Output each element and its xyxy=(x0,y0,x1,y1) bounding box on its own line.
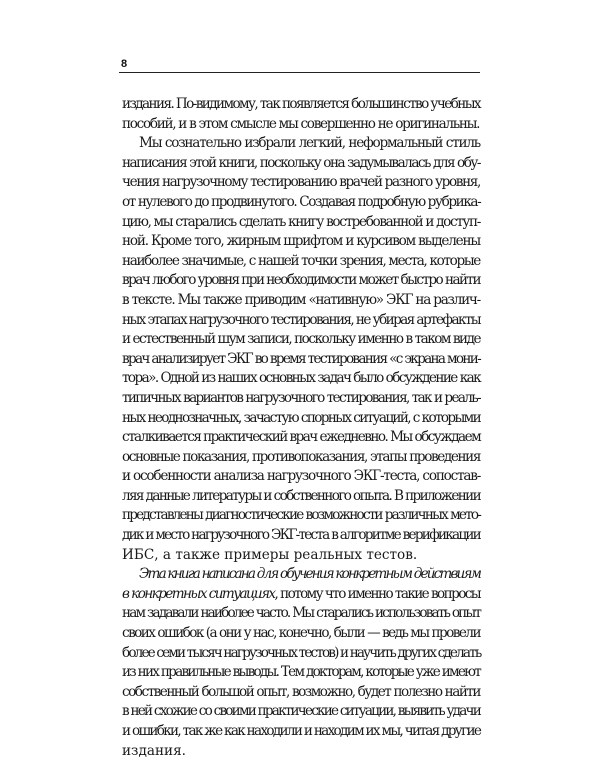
text-line: более семи тысяч нагрузочных тестов) и научить других сделать xyxy=(122,644,481,661)
text-line: и естественный шум записи, поскольку именно в таком виде xyxy=(122,331,480,348)
text-run: , потому что именно такие вопросы xyxy=(274,585,481,602)
text-line: представлены диагностические возможности различных мето- xyxy=(122,507,480,524)
text-line: своих ошибок (а они у нас, конечно, были — ведь мы провели xyxy=(122,625,480,642)
text-line: нам задавали наиболее часто. Мы старались использовать опыт xyxy=(122,605,480,622)
header-rule xyxy=(119,72,480,73)
text-line: ных неоднозначных, зачастую спорных ситуаций, с которыми xyxy=(122,409,480,426)
text-line: собственный большой опыт, возможно, будет полезно найти xyxy=(122,683,480,700)
text-line: Мы сознательно избрали легкий, неформальный стиль xyxy=(139,135,480,152)
text-line: от нулевого до продвинутого. Создавая подробную рубрика- xyxy=(122,193,481,210)
text-line: и ошибки, так же как находили и находим их мы, читая другие xyxy=(122,723,481,739)
text-line: ляя данные литературы и собственного опыта. В приложении xyxy=(122,487,480,504)
text-line: наиболее значимые, с нашей точки зрения, места, которые xyxy=(122,252,480,269)
text-line: издания. По-видимому, так появляется большинство учебных xyxy=(122,96,480,112)
text-line: сталкивается практический врач ежедневно. Мы обсуждаем xyxy=(122,429,481,446)
text-line: из них правильные выводы. Тем докторам, которые уже имеют xyxy=(122,664,480,681)
text-line: в ней схожие со своими практические ситуации, выявить удачи xyxy=(122,703,480,720)
text-line: ных этапах нагрузочного тестирования, не убирая артефакты xyxy=(122,311,480,328)
italic-phrase: в конкретных ситуациях xyxy=(122,585,275,602)
text-line: типичных вариантов нагрузочного тестирования, так и реаль- xyxy=(122,389,480,406)
text-line: и особенности анализа нагрузочного ЭКГ-теста, сопостав- xyxy=(122,468,481,485)
text-line: издания. xyxy=(122,742,186,759)
text-line-italic: Эта книга написана для обучения конкретным действиям xyxy=(139,566,480,583)
page-number: 8 xyxy=(121,58,128,70)
text-line: пособий, и в этом смысле мы совершенно не оригинальны. xyxy=(122,115,480,132)
text-line: врач анализирует ЭКГ во время тестирования «с экрана мони- xyxy=(122,350,480,367)
text-line-mixed xyxy=(122,585,480,605)
text-line: врач любого уровня при необходимости может быстро найти xyxy=(122,272,480,289)
text-line: чения нагрузочному тестированию врачей разного уровня, xyxy=(122,174,480,191)
text-line: тора». Одной из наших основных задач было обсуждение как xyxy=(122,370,480,387)
text-line: в тексте. Мы также приводим «нативную» ЭКГ на различ- xyxy=(122,291,480,308)
body-text xyxy=(122,95,480,761)
text-line: написания этой книги, поскольку она задумывалась для обу- xyxy=(122,154,480,171)
text-line: дик и место нагрузочного ЭКГ-теста в алгоритме верификации xyxy=(122,527,480,544)
text-line: основные показания, противопоказания, этапы проведения xyxy=(122,448,480,465)
text-line: ной. Кроме того, жирным шрифтом и курсивом выделены xyxy=(122,233,480,250)
text-line: ИБС, а также примеры реальных тестов. xyxy=(122,546,418,563)
text-line: цию, мы старались сделать книгу востребованной и доступ- xyxy=(122,213,480,230)
